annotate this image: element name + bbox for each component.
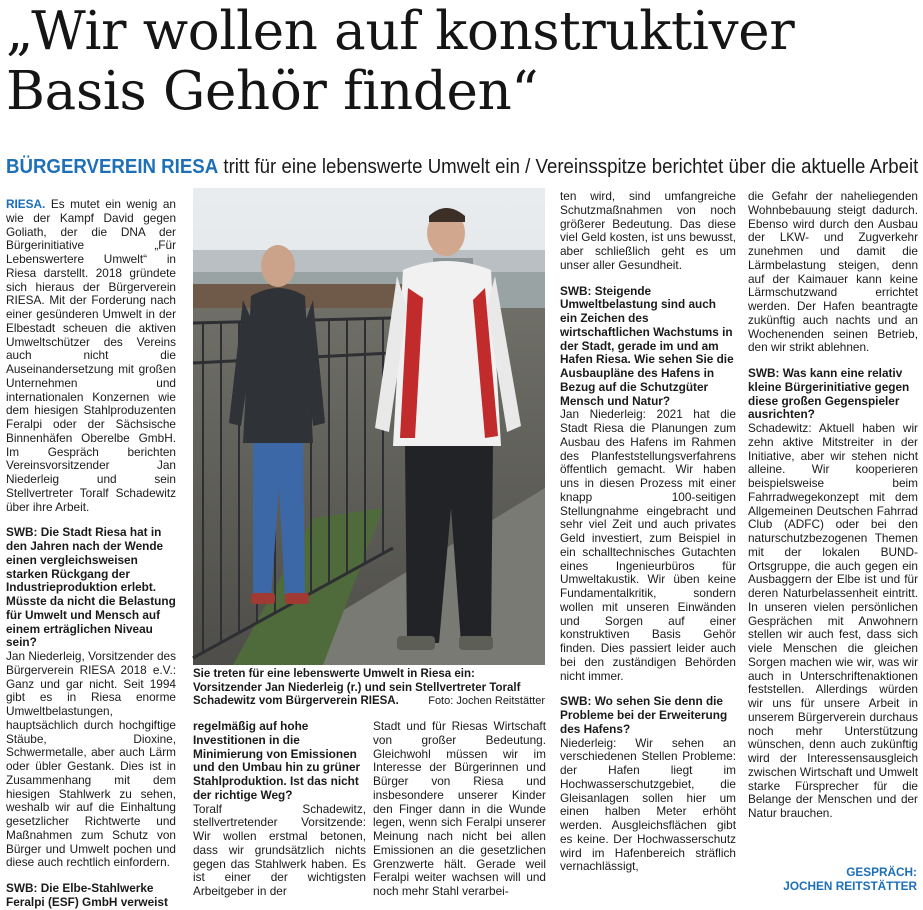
headline-line-1: „Wir wollen auf konstruktiver xyxy=(6,1,795,62)
caption-text: Sie treten für eine lebenswerte Umwelt in Riesa ein: Vorsitzender Jan Niederleig (r.) und sein Stellvertreter Toralf Schadewitz vom Bürgerverein RIESA. xyxy=(193,668,521,708)
intro-paragraph xyxy=(6,198,176,514)
article-headline xyxy=(6,2,918,122)
question-2-start: SWB: Die Elbe-Stahlwerke Feralpi (ESF) GmbH verweist xyxy=(6,881,168,909)
answer-2-continued: Stadt und für Riesas Wirtschaft von großer Bedeutung. Gleichwohl müssen wir im Interesse der Bürgerinnen und Bürger von Riesa und insbesondere unserer Kinder den Finger dann in die Wunde legen, wenn sich Feralpi unserer Meinung nach nicht bei allen Emissionen an die gesetzlichen Grenzwerte hält. Gerade weil Feralpi weiter wachsen will und noch mehr Stahl verarbei- xyxy=(373,719,546,898)
photo-credit: Foto: Jochen Reitstätter xyxy=(428,695,545,708)
text-column-1 xyxy=(6,197,176,909)
dateline: RIESA. xyxy=(6,197,46,211)
answer-1: Jan Niederleig, Vorsitzender des Bürgerverein RIESA 2018 e.V.: Ganz und gar nicht. Seit 1994 gibt es in Riesa enorme Umweltbelastungen, hauptsächlich durch hochgiftige Stäube, Dioxine, Schwermetalle, aber auch Lärm oder übler Gestank. Dies ist in Zusammenhang mit dem hiesigen Stahlwerk zu sehen, weshalb wir auf die Einhaltung gesetzlicher Richtwerte und Maßnahmen zum Schutz von Bürger und Umwelt pochen und diese auch rechtlich einfordern. xyxy=(6,649,176,870)
article-subheadline xyxy=(6,153,919,181)
photo-caption xyxy=(193,668,545,709)
subheadline-text: tritt für eine lebenswerte Umwelt ein / Vereinsspitze berichtet über die aktuelle Arbeit xyxy=(218,155,919,178)
answer-3: Jan Niederleig: 2021 hat die Stadt Riesa die Planungen zum Ausbau des Hafens im Rahmen des Planfeststellungsverfahrens öffentlich gemacht. Wir haben uns in diesen Prozess mit einer knapp 100-seitigen Stellungnahme eingebracht und sehr viel Zeit und auch privates Geld investiert, zum Beispiel in ein schalltechnisches Gutachten eines Ingenieurbüros für Umweltakustik. Wir üben keine Fundamentalkritik, sondern wollen mit unseren Einwänden und Sorgen auf einer konstruktiven Basis Gehör finden. Dies passiert leider auch bei den zuständigen Behörden nicht immer. xyxy=(560,407,736,683)
subheadline-kicker: BÜRGERVEREIN RIESA xyxy=(6,155,219,178)
headline-line-2: Basis Gehör finden“ xyxy=(6,61,539,122)
question-4: SWB: Wo sehen Sie denn die Probleme bei der Erweiterung des Hafens? xyxy=(560,694,728,736)
intro-text: Es mutet ein wenig an wie der Kampf David gegen Goliath, der die DNA der Bürgerinitiative „Für Lebenswertere Umwelt“ in Riesa darstellt. 2018 gründete sich hieraus der Bürgerverein RIESA. Mit der Forderung nach einer gesünderen Umwelt in der Elbestadt scheuen die aktiven Umweltschützer des Vereins auch nicht die Auseinandersetzung mit großen Unternehmen und internationalen Konzernen wie dem hiesigen Stahlproduzenten Feralpi oder der Sächsische Binnenhäfen Oberelbe GmbH. Im Gespräch berichten Vereinsvorsitzender Jan Niederleig und sein Stellvertreter Toralf Schadewitz über ihre Arbeit. xyxy=(6,197,176,514)
question-1: SWB: Die Stadt Riesa hat in den Jahren nach der Wende einen vergleichsweisen starken Rückgang der Industrieproduktion erlebt. Müsste da nicht die Belastung für Umwelt und Mensch auf einem erträglichen Niveau sein? xyxy=(6,525,176,650)
answer-4-start: Niederleig: Wir sehen an verschiedenen Stellen Probleme: der Hafen liegt im Hochwasserschutzgebiet, die Gleisanlagen sollen hier um einen halben Meter erhöht werden. Ausgleichsflächen gibt es keine. Der Hochwasserschutz wird im Hafenbereich sträflich vernachlässigt, xyxy=(560,735,736,874)
question-3: SWB: Steigende Umweltbelastung sind auch ein Zeichen des wirtschaftlichen Wachstums in der Stadt, gerade im und am Hafen Riesa. Wie sehen Sie die Ausbaupläne des Hafens in Bezug auf die Schutzgüter Mensch und Natur? xyxy=(560,283,734,408)
answer-5: Schadewitz: Aktuell haben wir zehn aktive Mitstreiter in der Initiative, aber wir stehen nicht alleine. Wir kooperieren beispielsweise beim Fahrradwegekonzept mit dem Allgemeinen Deutschen Fahrrad Club (ADFC) oder bei den naturschutzbezogenen Themen mit der lokalen BUND-Ortsgruppe, die auch gegen ein Ausbaggern der Elbe ist und für deren Naturbelassenheit eintritt. In unseren vielen persönlichen Gesprächen mit Anwohnern stellen wir auch fest, dass sich viele Menschen die gleichen Sorgen machen wie wir, was wir auch in Unterschriftenaktionen feststellen. Allerdings würden wir uns für unsere Arbeit in unserem Bürgerverein durchaus noch mehr Unterstützung wünschen, denn auch zukünftig wird der Interessensausgleich zwischen Wirtschaft und Umwelt starke Fürsprecher für die Belange der Menschen und der Natur brauchen. xyxy=(748,421,918,820)
text-column-2a xyxy=(193,720,366,898)
question-2-end: regelmäßig auf hohe Investitionen in die Minimierung von Emissionen und den Umbau hin zu grüner Stahlproduktion. Ist das nicht der richtige Weg? xyxy=(193,719,361,802)
text-column-2b xyxy=(373,720,546,898)
question-5: SWB: Was kann eine relativ kleine Bürgerinitiative gegen diese großen Gegenspieler ausrichten? xyxy=(748,366,910,422)
credit-author: JOCHEN REITSTÄTTER xyxy=(783,879,917,893)
text-column-4 xyxy=(748,190,918,898)
text-column-3 xyxy=(560,190,736,898)
article-photo xyxy=(193,188,545,665)
photo-two-men-at-railing xyxy=(193,188,545,665)
answer-4-end: die Gefahr der naheliegenden Wohnbebauung steigt dadurch. Ebenso wird durch den Ausbau der LKW- und Zugverkehr zunehmen und damit die Lärmbelastung steigen, denn auf der Kaimauer kann keine Lärmschutzwand errichtet werden. Der Hafen beantragte zukünftig auch nachts und an Wochenenden seinen Betrieb, den wir strikt ablehnen. xyxy=(748,189,918,355)
interview-credit xyxy=(783,865,917,893)
credit-label: GESPRÄCH: xyxy=(846,865,917,879)
answer-2-start: Toralf Schadewitz, stellvertretender Vorsitzende: Wir wollen erstmal betonen, dass wir grundsätzlich nichts gegen das Stahlwerk haben. Es ist einer der wichtigsten Arbeitgeber in der xyxy=(193,801,366,898)
answer-2-end: ten wird, sind umfangreiche Schutzmaßnahmen von noch größerer Bedeutung. Das diese viel Geld kosten, ist uns bewusst, aber schließlich geht es um unser aller Gesundheit. xyxy=(560,189,736,272)
